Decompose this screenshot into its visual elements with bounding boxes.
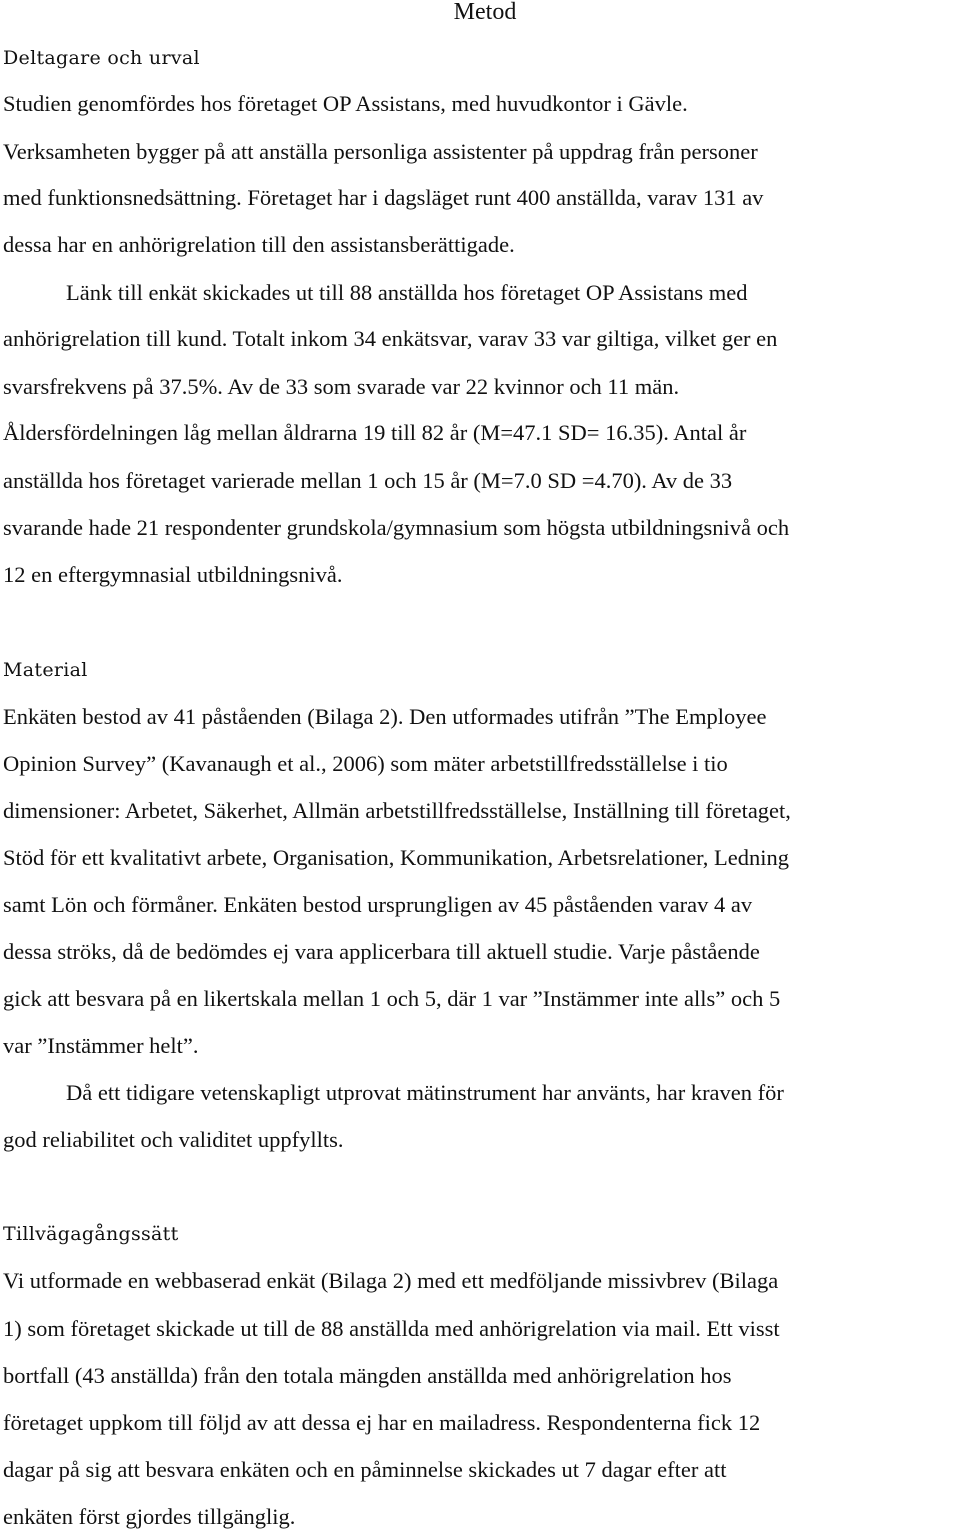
paragraph-line: anhörigrelation till kund. Totalt inkom 34 enkätsvar, varav 33 var giltiga, vilket ger en <box>3 326 778 351</box>
paragraph-line: samt Lön och förmåner. Enkäten bestod ursprungligen av 45 påståenden varav 4 av <box>3 892 753 917</box>
page-title: Metod <box>453 0 517 25</box>
paragraph-line: dessa har en anhörigrelation till den assistansberättigade. <box>3 232 515 257</box>
paragraph-line: god reliabilitet och validitet uppfyllts. <box>3 1127 344 1152</box>
paragraph-line: enkäten först gjordes tillgänglig. <box>3 1504 296 1529</box>
paragraph-line: Då ett tidigare vetenskapligt utprovat mätinstrument har använts, har kraven för <box>66 1080 784 1105</box>
paragraph-line: dessa ströks, då de bedömdes ej vara applicerbara till aktuell studie. Varje påstående <box>3 939 760 964</box>
paragraph-line: bortfall (43 anställda) från den totala mängden anställda med anhörigrelation hos <box>3 1363 732 1388</box>
paragraph-line: anställda hos företaget varierade mellan 1 och 15 år (M=7.0 SD =4.70). Av de 33 <box>3 468 733 493</box>
section-heading-procedure: Tillvägagångssätt <box>3 1223 179 1245</box>
paragraph-line: Stöd för ett kvalitativt arbete, Organisation, Kommunikation, Arbetsrelationer, Ledning <box>3 845 790 870</box>
paragraph-line: med funktionsnedsättning. Företaget har i dagsläget runt 400 anställda, varav 131 av <box>3 185 764 210</box>
paragraph-line: Enkäten bestod av 41 påståenden (Bilaga 2). Den utformades utifrån ”The Employee <box>3 704 767 729</box>
section-heading-participants: Deltagare och urval <box>3 47 200 69</box>
paragraph-line: var ”Instämmer helt”. <box>3 1033 199 1058</box>
paragraph-line: Studien genomfördes hos företaget OP Assistans, med huvudkontor i Gävle. <box>3 91 688 116</box>
paragraph-line: Åldersfördelningen låg mellan åldrarna 19 till 82 år (M=47.1 SD= 16.35). Antal år <box>3 420 747 445</box>
paragraph-line: 1) som företaget skickade ut till de 88 anställda med anhörigrelation via mail. Ett visst <box>3 1316 780 1341</box>
paragraph-line: Vi utformade en webbaserad enkät (Bilaga 2) med ett medföljande missivbrev (Bilaga <box>3 1268 779 1293</box>
paragraph-line: gick att besvara på en likertskala mellan 1 och 5, där 1 var ”Instämmer inte alls” och 5 <box>3 986 781 1011</box>
paragraph-line: dimensioner: Arbetet, Säkerhet, Allmän arbetstillfredsställelse, Inställning till företaget, <box>3 798 791 823</box>
paragraph-line: Opinion Survey” (Kavanaugh et al., 2006) som mäter arbetstillfredsställelse i tio <box>3 751 728 776</box>
section-heading-material: Material <box>3 659 88 681</box>
paragraph-line: svarsfrekvens på 37.5%. Av de 33 som svarade var 22 kvinnor och 11 män. <box>3 374 680 399</box>
paragraph-line: företaget uppkom till följd av att dessa ej har en mailadress. Respondenterna fick 12 <box>3 1410 761 1435</box>
paragraph-line: Länk till enkät skickades ut till 88 anställda hos företaget OP Assistans med <box>66 280 748 305</box>
paragraph-line: 12 en eftergymnasial utbildningsnivå. <box>3 562 343 587</box>
paragraph-line: dagar på sig att besvara enkäten och en påminnelse skickades ut 7 dagar efter att <box>3 1457 727 1482</box>
paragraph-line: Verksamheten bygger på att anställa personliga assistenter på uppdrag från personer <box>3 139 758 164</box>
paragraph-line: svarande hade 21 respondenter grundskola/gymnasium som högsta utbildningsnivå och <box>3 515 790 540</box>
